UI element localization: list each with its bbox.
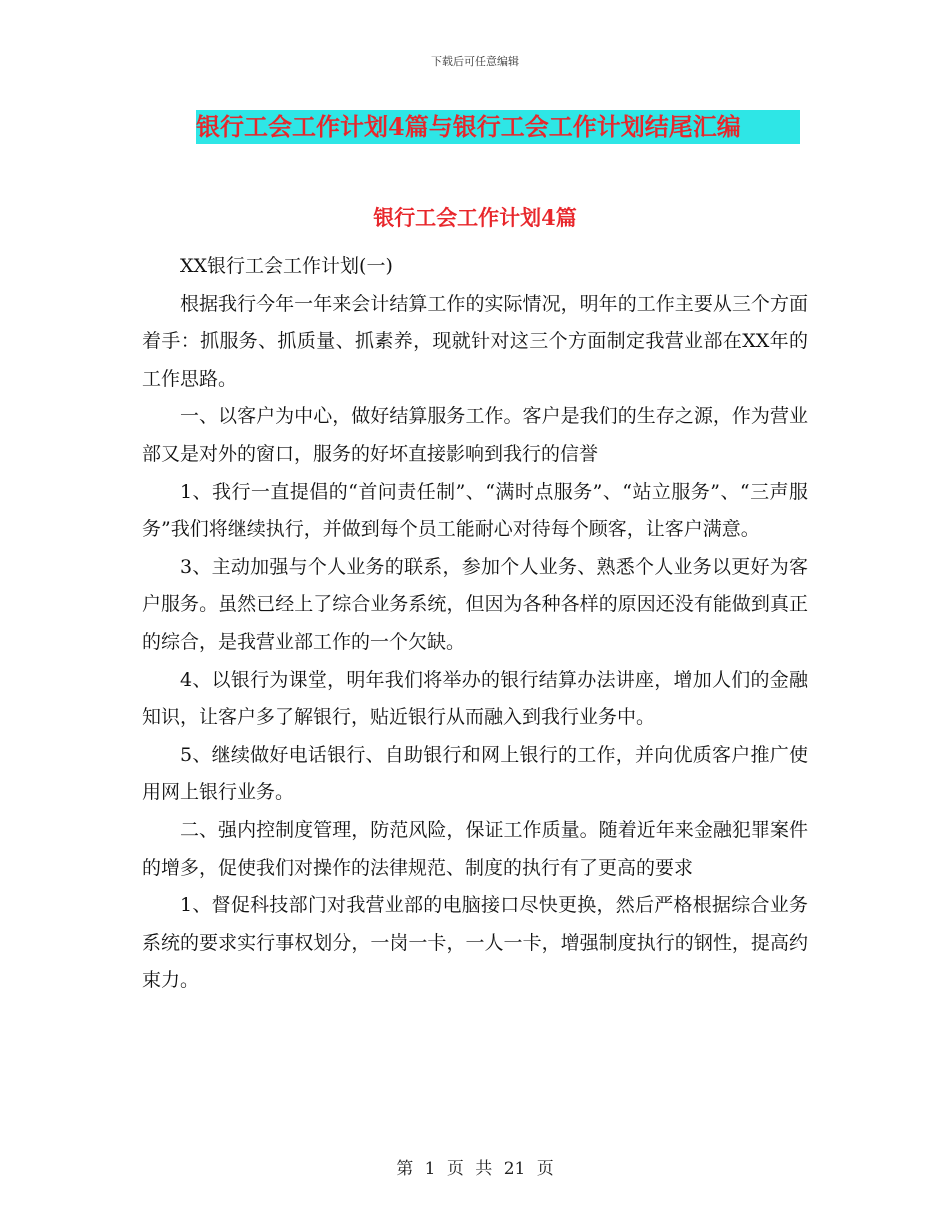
paragraph: 一、以客户为中心，做好结算服务工作。客户是我们的生存之源，作为营业部又是对外的窗口，服务的好坏直接影响到我行的信誉 xyxy=(142,405,808,465)
section-title: 银行工会工作计划4篇 xyxy=(373,205,577,230)
paragraph: 3、主动加强与个人业务的联系，参加个人业务、熟悉个人业务以更好为客户服务。虽然已经上了综合业务系统，但因为各种各样的原因还没有能做到真正的综合，是我营业部工作的一个欠缺。 xyxy=(142,555,808,653)
paragraph: 1、我行一直提倡的“首问责任制”、“满时点服务”、“站立服务”、“三声服务”我们将继续执行，并做到每个员工能耐心对待每个顾客，让客户满意。 xyxy=(142,480,808,541)
document-body xyxy=(142,248,808,1000)
paragraph: XX银行工会工作计划(一) xyxy=(180,255,393,277)
page-header-note: 下载后可任意编辑 xyxy=(431,55,519,68)
document-title: 银行工会工作计划4篇与银行工会工作计划结尾汇编 xyxy=(196,110,800,144)
page-number-footer: 第 1 页 共 21 页 xyxy=(396,1159,554,1179)
paragraph: 1、督促科技部门对我营业部的电脑接口尽快更换，然后严格根据综合业务系统的要求实行事权划分，一岗一卡，一人一卡，增强制度执行的钢性，提高约束力。 xyxy=(142,894,808,992)
paragraph: 5、继续做好电话银行、自助银行和网上银行的工作，并向优质客户推广使用网上银行业务。 xyxy=(142,743,808,804)
paragraph: 根据我行今年一年来会计结算工作的实际情况，明年的工作主要从三个方面着手：抓服务、抓质量、抓素养，现就针对这三个方面制定我营业部在XX年的工作思路。 xyxy=(142,292,808,390)
paragraph: 4、以银行为课堂，明年我们将举办的银行结算办法讲座，增加人们的金融知识，让客户多了解银行，贴近银行从而融入到我行业务中。 xyxy=(142,668,808,729)
paragraph: 二、强内控制度管理，防范风险，保证工作质量。随着近年来金融犯罪案件的增多，促使我们对操作的法律规范、制度的执行有了更高的要求 xyxy=(142,818,808,879)
